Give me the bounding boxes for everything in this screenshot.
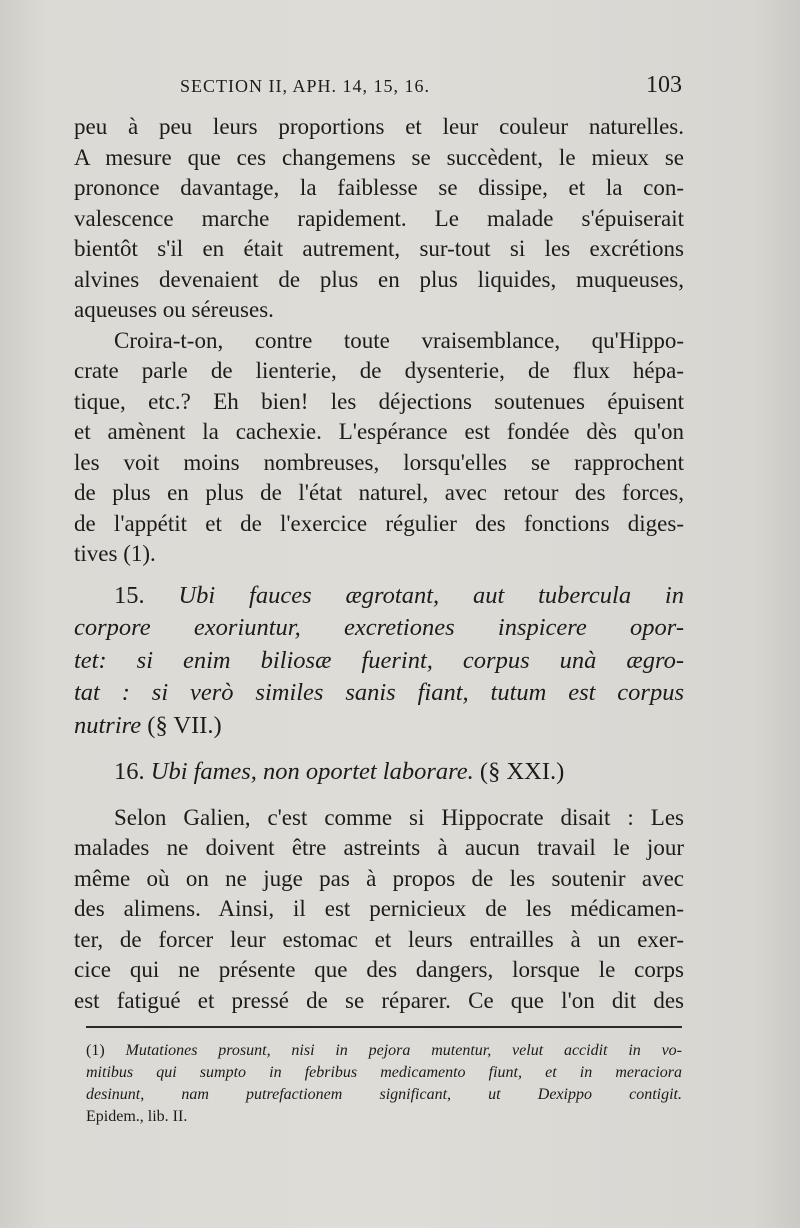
body-text (74, 112, 684, 1016)
footnote-line: desinunt, nam putrefactionem significant, ut Dexippo contigit. (86, 1086, 682, 1103)
aphorism-number: 15. (114, 581, 145, 609)
aphorism-text: Ubi fames, non oportet laborare. (150, 758, 474, 785)
text-line: valescence marche rapidement. Le malade s'épuiserait (74, 205, 684, 231)
aphorism-number: 16. (114, 758, 145, 785)
text-line: tique, etc.? Eh bien! les déjections soutenues épuisent (74, 388, 684, 414)
text-line: A mesure que ces changemens se succèdent, le mieux se (74, 144, 684, 170)
text-line: Selon Galien, c'est comme si Hippocrate disait : Les (114, 804, 684, 830)
footnote-text: Mutationes prosunt, nisi in pejora mutentur, velut accidit in vo- (125, 1042, 682, 1059)
text-line: est fatigué et pressé de se réparer. Ce que l'on dit des (74, 987, 684, 1013)
aphorism-line (74, 710, 684, 743)
text-line: tives (1). (74, 541, 156, 566)
section-reference: (§ VII.) (147, 711, 222, 739)
page-header (0, 72, 800, 112)
text-line: alvines devenaient de plus en plus liquides, muqueuses, (74, 266, 684, 292)
text-line: des alimens. Ainsi, il est pernicieux de les médicamen- (74, 896, 684, 921)
aphorism-16 (74, 756, 684, 789)
text-line: de l'appétit et de l'exercice régulier des fonctions diges- (74, 510, 684, 536)
aphorism-line: tat : si verò similes sanis fiant, tutum est corpus (74, 679, 684, 706)
text-line: aqueuses ou séreuses. (74, 297, 274, 322)
text-line: et amènent la cachexie. L'espérance est fondée dès qu'on (74, 419, 684, 444)
aphorism-15 (74, 580, 684, 743)
text-line: les voit moins nombreuses, lorsqu'elles se rapprochent (74, 449, 684, 475)
aphorism-line (74, 580, 684, 613)
text-line: prononce davantage, la faiblesse se dissipe, et la con- (74, 175, 684, 200)
footnote (86, 1040, 682, 1128)
text-line: de plus en plus de l'état naturel, avec retour des forces, (74, 480, 684, 505)
footnote-rule (86, 1026, 682, 1028)
text-line: malades ne doivent être astreints à aucun travail le jour (74, 835, 684, 860)
section-reference: (§ XXI.) (479, 758, 565, 785)
paragraph-3 (74, 803, 684, 1017)
text-line: Croira-t-on, contre toute vraisemblance, qu'Hippo- (114, 327, 684, 353)
page-number: 103 (646, 72, 682, 98)
text-line: bientôt s'il en était autrement, sur-tout si les excrétions (74, 236, 684, 261)
text-line: peu à peu leurs proportions et leur couleur naturelles. (74, 114, 684, 139)
aphorism-text: nutrire (74, 711, 142, 739)
footnote-line (86, 1040, 682, 1062)
paragraph-1 (74, 112, 684, 326)
aphorism-line: corpore exoriuntur, excretiones inspicere opor- (74, 614, 684, 641)
text-line: ter, de forcer leur estomac et leurs entrailles à un exer- (74, 926, 684, 952)
running-head: SECTION II, APH. 14, 15, 16. (180, 76, 431, 96)
text-line: même où on ne juge pas à propos de les soutenir avec (74, 865, 684, 891)
text-line: crate parle de lienterie, de dysenterie, de flux hépa- (74, 358, 684, 383)
footnote-line: mitibus qui sumpto in febribus medicamento fiunt, et in meraciora (86, 1064, 682, 1081)
footnote-line: Epidem., lib. II. (86, 1108, 188, 1125)
footnote-marker: (1) (86, 1042, 105, 1059)
text-line: cice qui ne présente que des dangers, lorsque le corps (74, 957, 684, 982)
aphorism-line: tet: si enim biliosæ fuerint, corpus unà ægro- (74, 646, 684, 674)
paragraph-2 (74, 326, 684, 570)
aphorism-text: Ubi fauces ægrotant, aut tubercula in (178, 581, 684, 609)
aphorism-line (74, 756, 684, 789)
